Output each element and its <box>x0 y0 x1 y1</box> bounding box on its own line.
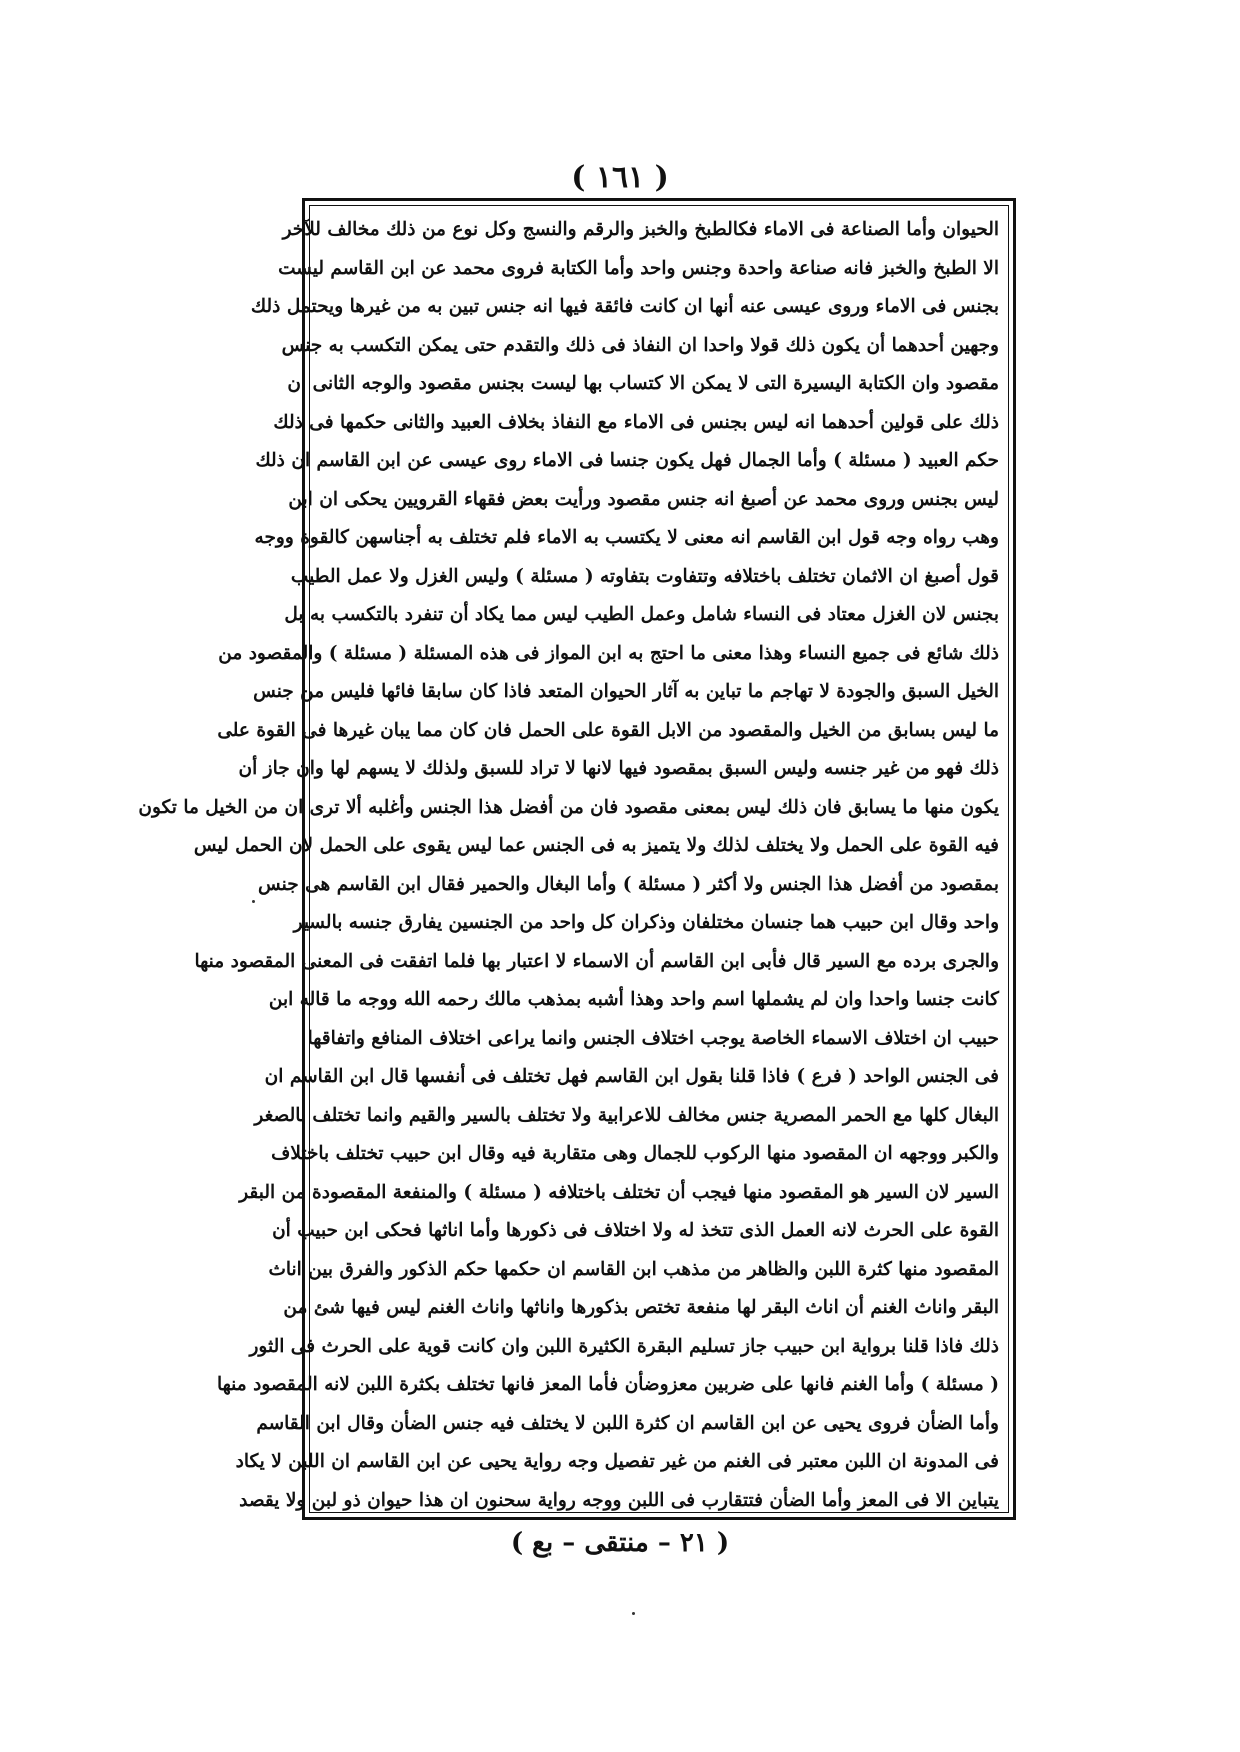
text-line: كانت جنسا واحدا وان لم يشملها اسم واحد وهذا أشبه بمذهب مالك رحمه الله ووجه ما قاله ابن <box>268 989 999 1010</box>
text-line: يكون منها ما يسابق فان ذلك ليس بمعنى مقصود فان من أفضل هذا الجنس وأغلبه ألا ترى ان من الخيل ما تكون <box>138 796 999 818</box>
text-line: بجنس فى الاماء وروى عيسى عنه أنها ان كانت فائقة فيها انه جنس تبين به من غيرها ويحتمل ذلك <box>250 296 999 317</box>
text-line: الحيوان وأما الصناعة فى الاماء فكالطبخ والخبز والرقم والنسج وكل نوع من ذلك مخالف للآخر <box>282 219 999 240</box>
page-number: ( ١٦١ ) <box>571 160 669 195</box>
text-line: واحد وقال ابن حبيب هما جنسان مختلفان وذكران كل واحد من الجنسين يفارق جنسه بالسير <box>293 912 999 933</box>
text-line: الا الطبخ والخبز فانه صناعة واحدة وجنس واحد وأما الكتابة فروى محمد عن ابن القاسم ليست <box>278 257 999 279</box>
body-text <box>138 211 999 1511</box>
scan-speck <box>252 900 255 903</box>
text-line: البغال كلها مع الحمر المصرية جنس مخالف للاعرابية ولا تختلف بالسير والقيم وانما تختلف بالصغر <box>254 1104 999 1126</box>
text-line: فى الجنس الواحد ( فرع ) فاذا قلنا بقول ابن القاسم فهل تختلف فى أنفسها قال ابن القاسم ان <box>264 1066 999 1087</box>
text-line: والجرى برده مع السير قال فأبى ابن القاسم أن الاسماء لا اعتبار بها فلما اتفقت فى المعنى المقصود منها <box>194 950 999 972</box>
text-line: بمقصود من أفضل هذا الجنس ولا أكثر ( مسئلة ) وأما البغال والحمير فقال ابن القاسم هى جنس <box>258 873 999 895</box>
scan-speck <box>632 1612 635 1615</box>
text-line: والكبر ووجهه ان المقصود منها الركوب للجمال وهى متقاربة فيه وقال ابن حبيب تختلف باختلاف <box>271 1143 999 1164</box>
text-line: ( مسئلة ) وأما الغنم فانها على ضربين معزوضأن فأما المعز فانها تختلف بكثرة اللبن لانه المقصود منها <box>217 1374 999 1395</box>
text-line: قول أصبغ ان الاثمان تختلف باختلافه وتتفاوت بتفاوته ( مسئلة ) وليس الغزل ولا عمل الطيب <box>290 565 999 587</box>
text-line: ذلك شائع فى جميع النساء وهذا معنى ما احتج به ابن المواز فى هذه المسئلة ( مسئلة ) والمقصود من <box>218 642 999 664</box>
text-line: حبيب ان اختلاف الاسماء الخاصة يوجب اختلاف الجنس وانما يراعى اختلاف المنافع واتفاقها <box>307 1027 999 1049</box>
text-line: وأما الضأن فروى يحيى عن ابن القاسم ان كثرة اللبن لا يختلف فيه جنس الضأن وقال ابن القاسم <box>256 1412 999 1434</box>
text-line: يتباين الا فى المعز وأما الضأن فتتقارب فى اللبن ووجه رواية سحنون ان هذا حيوان ذو لبن ولا يقصد <box>239 1489 999 1511</box>
footer-signature: ( ٢١ – منتقى – بع ) <box>510 1528 730 1558</box>
text-line: الخيل السبق والجودة لا تهاجم ما تباين به آثار الحيوان المتعد فاذا كان سابقا فائها فليس من جنس <box>253 681 999 702</box>
text-line: حكم العبيد ( مسئلة ) وأما الجمال فهل يكون جنسا فى الاماء روى عيسى عن ابن القاسم ان ذلك <box>255 450 999 471</box>
text-line: فيه القوة على الحمل ولا يختلف لذلك ولا يتميز به فى الجنس عما ليس يقوى على الحمل لان الحمل ليس <box>193 835 999 856</box>
text-line: وجهين أحدهما أن يكون ذلك قولا واحدا ان النفاذ فى ذلك والتقدم حتى يمكن التكسب به جنس <box>281 334 999 356</box>
text-line: المقصود منها كثرة اللبن والظاهر من مذهب ابن القاسم ان حكمها حكم الذكور والفرق بين اناث <box>268 1258 999 1280</box>
text-line: ذلك فاذا قلنا برواية ابن حبيب جاز تسليم البقرة الكثيرة اللبن وان كانت قوية على الحرث فى الثور <box>249 1335 999 1357</box>
text-line: وهب رواه وجه قول ابن القاسم انه معنى لا يكتسب به الاماء فلم تختلف به أجناسهن كالقوة ووجه <box>254 527 999 548</box>
text-line: البقر واناث الغنم أن اناث البقر لها منفعة تختص بذكورها واناثها واناث الغنم ليس فيها شئ من <box>283 1297 999 1318</box>
text-line: القوة على الحرث لانه العمل الذى تتخذ له ولا اختلاف فى ذكورها وأما اناثها فحكى ابن حبيب أن <box>272 1220 999 1241</box>
text-frame <box>138 198 1016 1520</box>
text-line: فى المدونة ان اللبن معتبر فى الغنم من غير تفصيل وجه رواية يحيى عن ابن القاسم ان اللبن لا يكاد <box>235 1451 999 1472</box>
text-line: بجنس لان الغزل معتاد فى النساء شامل وعمل الطيب ليس مما يكاد أن تنفرد بالتكسب به بل <box>284 604 999 625</box>
text-line: مقصود وان الكتابة اليسيرة التى لا يمكن الا كتساب بها ليست بجنس مقصود والوجه الثانى ان <box>287 373 999 394</box>
text-line: ليس بجنس وروى محمد عن أصبغ انه جنس مقصود ورأيت بعض فقهاء القرويين يحكى ان ابن <box>288 488 999 510</box>
text-line: ما ليس بسابق من الخيل والمقصود من الابل القوة على الحمل فان كان مما يبان غيرها فى القوة على <box>217 719 999 741</box>
text-line: السير لان السير هو المقصود منها فيجب أن تختلف باختلافه ( مسئلة ) والمنفعة المقصودة من البقر <box>239 1181 999 1203</box>
text-line: ذلك فهو من غير جنسه وليس السبق بمقصود فيها لانها لا تراد للسبق ولذلك لا يسهم لها وان جاز أن <box>238 758 999 779</box>
text-line: ذلك على قولين أحدهما انه ليس بجنس فى الاماء مع النفاذ بخلاف العبيد والثانى حكمها فى ذلك <box>273 411 999 433</box>
